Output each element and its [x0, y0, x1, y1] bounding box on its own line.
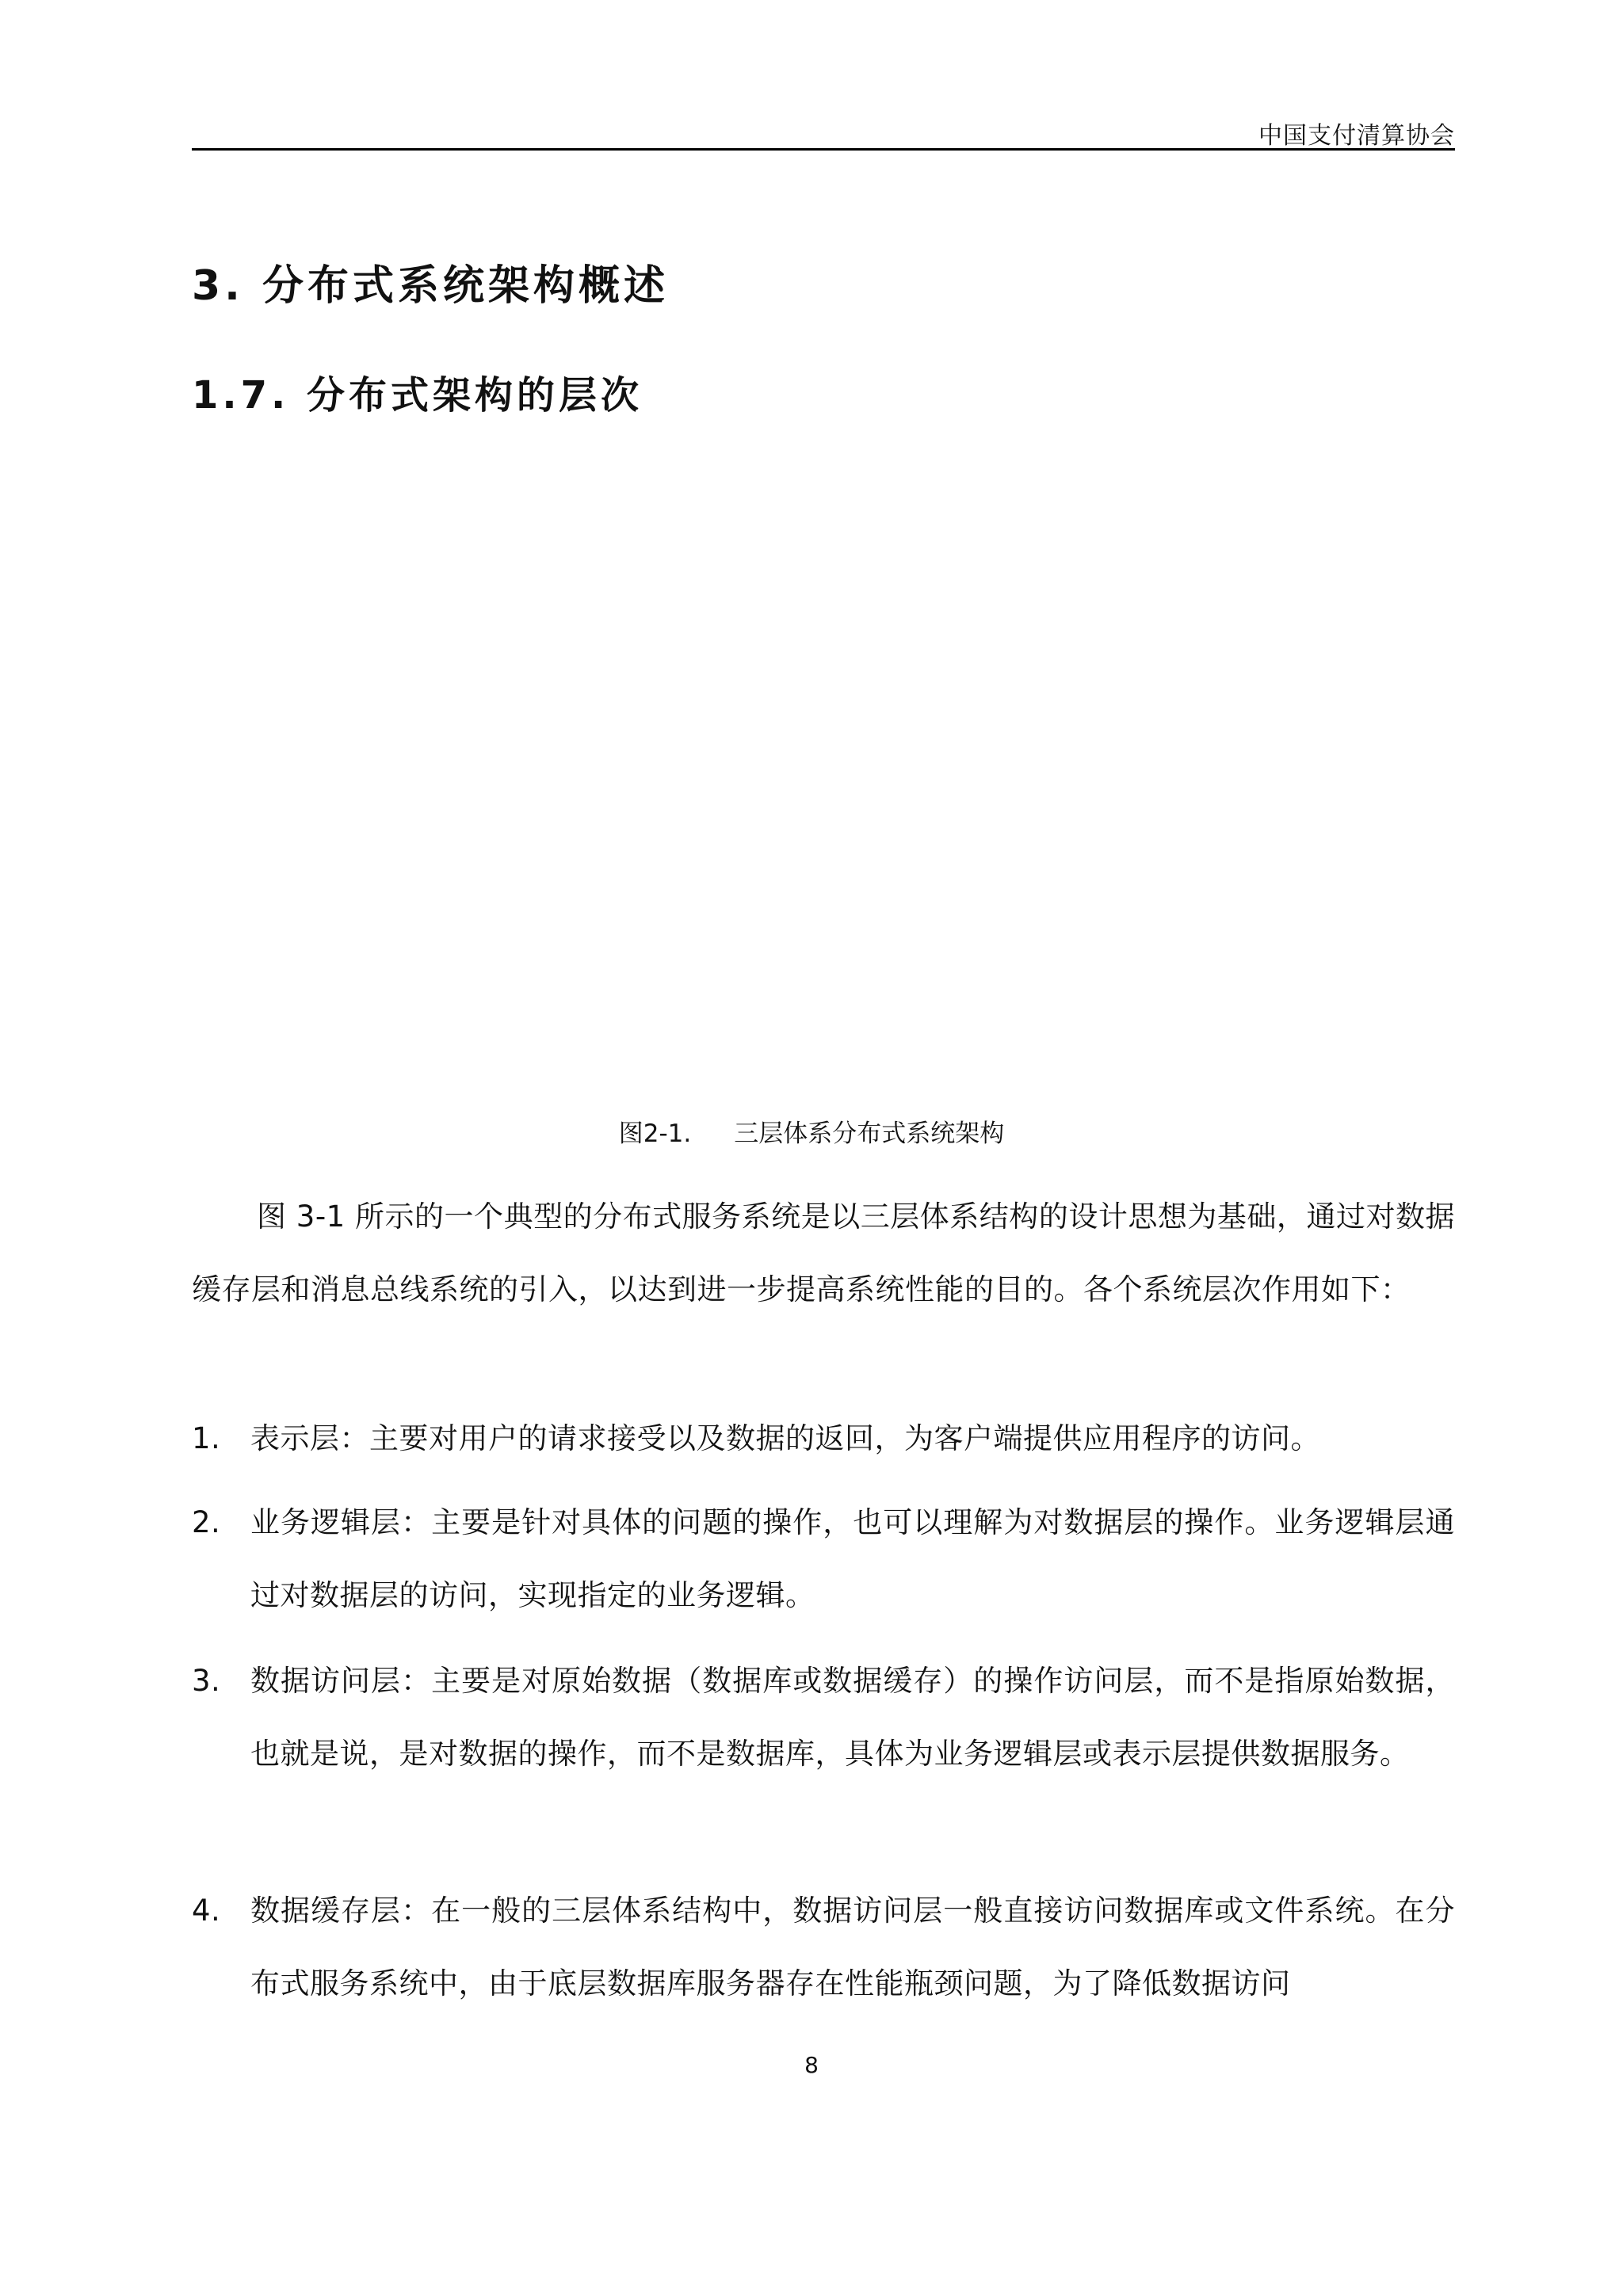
section-heading: 1.7. 分布式架构的层次: [192, 373, 643, 418]
list-item-text: 业务逻辑层：主要是针对具体的问题的操作，也可以理解为对数据层的操作。业务逻辑层通过对数据层的访问，实现指定的业务逻辑。: [250, 1505, 1455, 1612]
list-item: [192, 1875, 1455, 2020]
chapter-heading: 3. 分布式系统架构概述: [192, 262, 670, 310]
figure-caption-number: 图2-1.: [618, 1119, 692, 1148]
list-item-text: 数据访问层：主要是对原始数据（数据库或数据缓存）的操作访问层，而不是指原始数据，也就是说，是对数据的操作，而不是数据库，具体为业务逻辑层或表示层提供数据服务。: [250, 1664, 1455, 1771]
header-divider: [192, 148, 1455, 151]
list-item: [192, 1486, 1455, 1632]
intro-paragraph: 图 3-1 所示的一个典型的分布式服务系统是以三层体系结构的设计思想为基础，通过对数据缓存层和消息总线系统的引入，以达到进一步提高系统性能的目的。各个系统层次作用如下：: [192, 1199, 1455, 1306]
figure-caption: [0, 1113, 1623, 1149]
list-item-number: 4.: [192, 1894, 221, 1928]
list-item-text: 数据缓存层：在一般的三层体系结构中，数据访问层一般直接访问数据库或文件系统。在分布式服务系统中，由于底层数据库服务器存在性能瓶颈问题，为了降低数据访问: [250, 1894, 1455, 2000]
list-item-number: 2.: [192, 1505, 221, 1539]
list-item-number: 3.: [192, 1664, 221, 1698]
header-organization: 中国支付清算协会: [1258, 122, 1455, 150]
list-item: [192, 1645, 1455, 1791]
figure-caption-title: 三层体系分布式系统架构: [734, 1119, 1005, 1148]
list-item-text: 表示层：主要对用户的请求接受以及数据的返回，为客户端提供应用程序的访问。: [250, 1421, 1320, 1455]
figure-placeholder: [192, 444, 1455, 1077]
list-item: [192, 1402, 1455, 1475]
list-item-number: 1.: [192, 1421, 221, 1455]
page-number: 8: [804, 2052, 819, 2078]
